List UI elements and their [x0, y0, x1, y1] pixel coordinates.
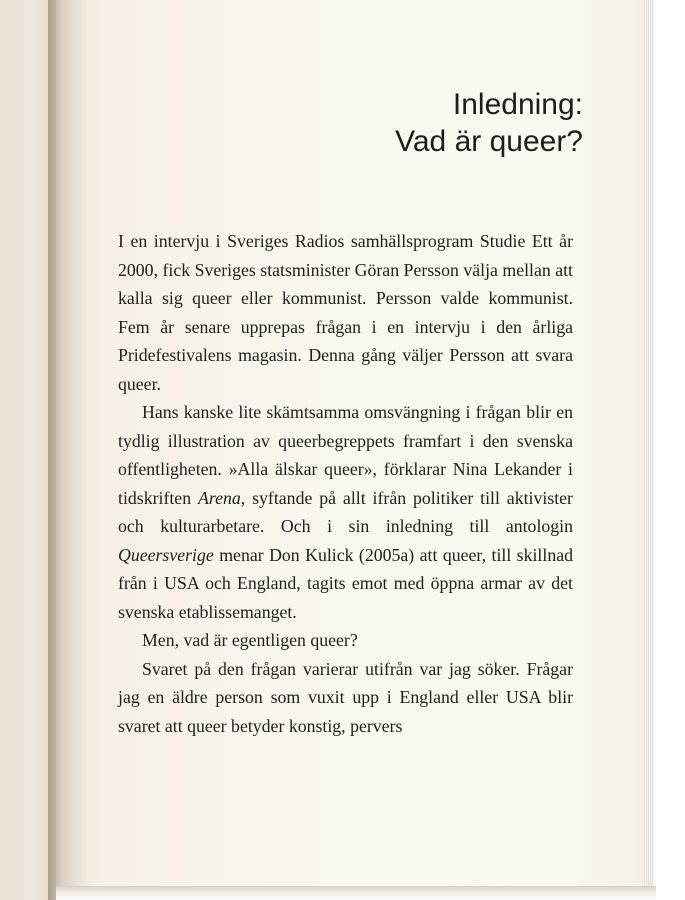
paragraph-3: Men, vad är egentligen queer? [142, 630, 358, 650]
gutter-shadow [48, 0, 88, 900]
body-text [118, 227, 573, 740]
chapter-heading-line2: Vad är queer? [395, 125, 583, 158]
page-edges-right [644, 0, 654, 890]
chapter-heading [395, 86, 583, 160]
magazine-title-arena: Arena [197, 487, 241, 508]
paragraph-1: I en intervju i Sveriges Radios samhällsprogram Studie Ett år 2000, fick Sveriges statsminister Göran Persson välja mellan att kalla sig queer eller kommunist. Persson valde kommunist. Fem år senare upprepas frågan i en intervju i den årliga Pridefestivalens magasin. Denna gång väljer Persson att svara queer. [118, 231, 573, 394]
chapter-heading-line1: Inledning: [452, 88, 583, 121]
paragraph-4: Svaret på den frågan varierar utifrån var jag söker. Frågar jag en äldre person som vuxit upp i England eller USA blir svaret att queer betyder konstig, pervers [118, 658, 573, 736]
anthology-title: Queersverige [118, 544, 214, 565]
paragraph-2 [118, 398, 573, 626]
paragraph-2-part-c: menar Don Kulick (2005a) att queer, till skillnad från i USA och England, tagits emot med öppna armar av det svenska etablissemanget. [118, 544, 573, 622]
paragraph-2-part-b: , syftande på allt ifrån politiker till aktivister och kulturarbetare. Och i sin inledning till antologin [118, 487, 573, 536]
page-edges-bottom [56, 886, 656, 900]
paragraph-2-part-a: Hans kanske lite skämtsamma omsvängning i frågan blir en tydlig illustration av queerbegreppets framfart i den svenska offentligheten. »Alla älskar queer», förklarar Nina Lekander i tidskriften [118, 402, 573, 508]
